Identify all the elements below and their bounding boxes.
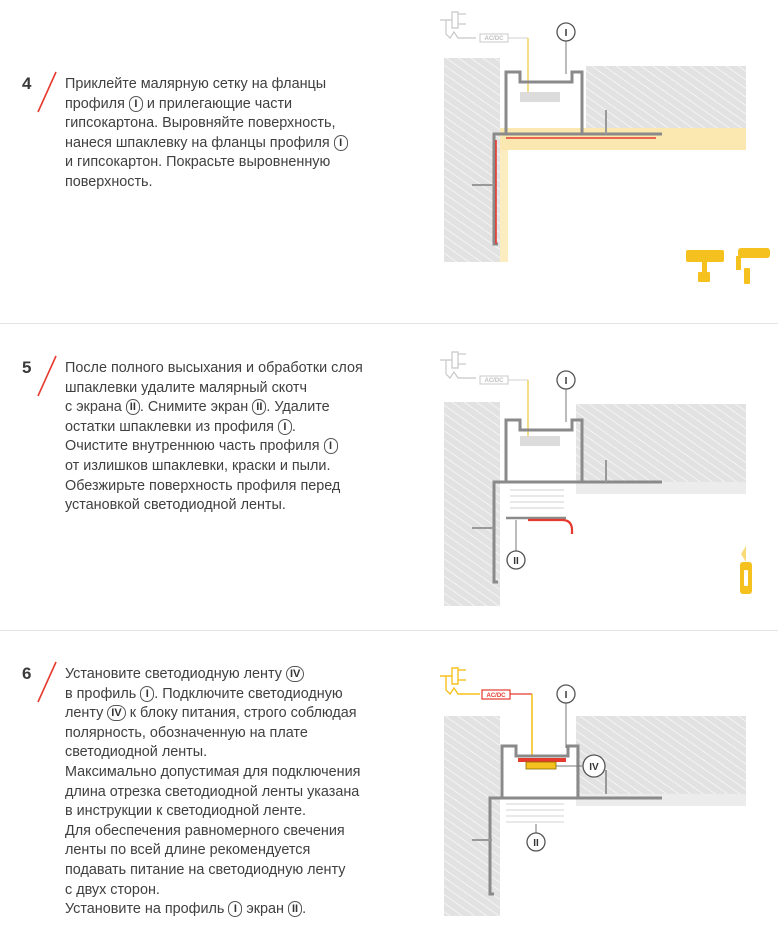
ceiling-drywall	[576, 716, 746, 794]
text-segment: гипсокартона. Выровняйте поверхность,	[65, 115, 336, 132]
part-reference-badge: II	[126, 399, 140, 415]
svg-text:IV: IV	[589, 762, 599, 773]
text-segment: .	[302, 901, 307, 918]
text-segment: в инструкции к светодиодной ленте.	[65, 803, 306, 820]
diagram-step-5	[436, 340, 778, 610]
step-number: 5	[22, 358, 32, 377]
text-segment: поверхность.	[65, 173, 153, 190]
text-segment: нанеся шпаклевку на фланцы профиля	[65, 134, 334, 151]
text-segment: Для обеспечения равномерного свечения	[65, 822, 345, 839]
text-line	[65, 822, 405, 842]
text-segment: ленту	[65, 705, 108, 722]
power-plug-icon	[440, 12, 476, 38]
svg-text:I: I	[564, 690, 568, 701]
power-supply-label: AC/DC	[484, 378, 504, 384]
text-segment: . Удалите	[266, 399, 330, 416]
text-segment: остатки шпаклевки из профиля	[65, 418, 278, 435]
text-line	[65, 173, 405, 193]
text-line	[65, 379, 405, 399]
part-reference-badge: I	[129, 96, 143, 112]
text-line	[65, 418, 405, 438]
text-line	[65, 95, 405, 115]
part-reference-badge: I	[324, 438, 338, 454]
divider	[0, 630, 778, 631]
text-segment: Установите на профиль	[65, 901, 229, 918]
step-number: 4	[22, 74, 32, 93]
text-line	[65, 437, 405, 457]
step-text	[65, 665, 405, 920]
text-segment: . Снимите экран	[139, 399, 253, 416]
paint-roller-icon	[686, 248, 770, 284]
profile-i	[506, 72, 582, 134]
svg-text:II: II	[513, 556, 519, 567]
text-line	[65, 900, 405, 920]
text-segment: ленты по всей длине рекомендуется	[65, 842, 311, 859]
text-segment: полярность, обозначенную на плате	[65, 724, 308, 741]
text-segment: светодиодной ленты.	[65, 744, 208, 761]
screen-ii	[506, 804, 564, 822]
profile-i	[506, 420, 582, 482]
text-segment: профиля	[65, 95, 129, 112]
wall-left	[444, 402, 500, 606]
text-line	[65, 841, 405, 861]
utility-knife-icon	[740, 546, 752, 594]
text-line	[65, 743, 405, 763]
part-reference-badge: II	[288, 901, 302, 917]
text-line	[65, 704, 405, 724]
text-line	[65, 359, 405, 379]
part-reference-badge: II	[252, 399, 266, 415]
power-supply-label: AC/DC	[486, 693, 506, 699]
text-segment: .	[291, 418, 296, 435]
diagram-step-6	[436, 650, 778, 940]
text-segment: шпаклевки удалите малярный скотч	[65, 379, 308, 396]
text-line	[65, 457, 405, 477]
text-line	[65, 861, 405, 881]
text-segment: После полного высыхания и обработки слоя	[65, 360, 363, 376]
led-strip-iv	[526, 762, 556, 769]
text-segment: и гипсокартон. Покрасьте выровненную	[65, 154, 331, 171]
text-segment: с двух сторон.	[65, 881, 160, 898]
ceiling-drywall	[576, 404, 746, 482]
text-segment: к блоку питания, строго соблюдая	[125, 705, 357, 722]
slash-icon	[34, 660, 60, 704]
text-line	[65, 75, 405, 95]
divider	[0, 323, 778, 324]
power-supply-label: AC/DC	[484, 36, 504, 42]
text-line	[65, 724, 405, 744]
light-glow	[500, 128, 746, 150]
svg-text:II: II	[533, 838, 539, 849]
text-line	[65, 685, 405, 705]
text-line	[65, 398, 405, 418]
svg-text:I: I	[564, 28, 568, 39]
wall-left	[444, 58, 500, 262]
text-line	[65, 665, 405, 685]
diagram-step-4	[436, 0, 778, 300]
slash-icon	[34, 70, 60, 114]
power-plug-icon	[440, 352, 476, 378]
text-line	[65, 496, 405, 516]
text-segment: . Подключите светодиодную	[154, 685, 343, 702]
text-segment: Обезжирьте поверхность профиля перед	[65, 477, 341, 494]
text-line	[65, 477, 405, 497]
part-reference-badge: I	[278, 419, 292, 435]
step-text	[65, 75, 405, 193]
masking-tape-peel	[528, 520, 572, 534]
text-segment: и прилегающие части	[142, 95, 293, 112]
text-line	[65, 783, 405, 803]
text-segment: установкой светодиодной ленты.	[65, 497, 286, 514]
part-reference-badge: I	[140, 686, 154, 702]
text-segment: Максимально допустимая для подключения	[65, 763, 361, 780]
text-line	[65, 802, 405, 822]
ceiling-drywall	[586, 66, 746, 128]
text-segment: подавать питание на светодиодную ленту	[65, 861, 346, 878]
part-reference-badge: IV	[286, 666, 304, 682]
text-segment: с экрана	[65, 399, 126, 416]
text-line	[65, 763, 405, 783]
step-number: 6	[22, 664, 32, 683]
svg-text:I: I	[564, 376, 568, 387]
text-line	[65, 881, 405, 901]
text-segment: Установите светодиодную ленту	[65, 666, 286, 682]
slash-icon	[34, 354, 60, 398]
text-segment: в профиль	[65, 685, 141, 702]
text-line	[65, 114, 405, 134]
part-reference-badge: I	[228, 901, 242, 917]
wall-left	[444, 716, 500, 916]
profile-i	[502, 746, 578, 798]
text-segment: от излишков шпаклевки, краски и пыли.	[65, 457, 331, 474]
text-line	[65, 134, 405, 154]
part-reference-badge: IV	[107, 705, 125, 721]
text-segment: Очистите внутреннюю часть профиля	[65, 438, 324, 455]
text-segment: экран	[242, 901, 288, 918]
text-segment: длина отрезка светодиодной ленты указана	[65, 783, 360, 800]
power-plug-icon	[440, 668, 480, 694]
part-reference-badge: I	[334, 135, 348, 151]
text-segment: Приклейте малярную сетку на фланцы	[65, 76, 327, 92]
text-line	[65, 153, 405, 173]
screen-ii	[510, 490, 564, 508]
step-text	[65, 359, 405, 516]
